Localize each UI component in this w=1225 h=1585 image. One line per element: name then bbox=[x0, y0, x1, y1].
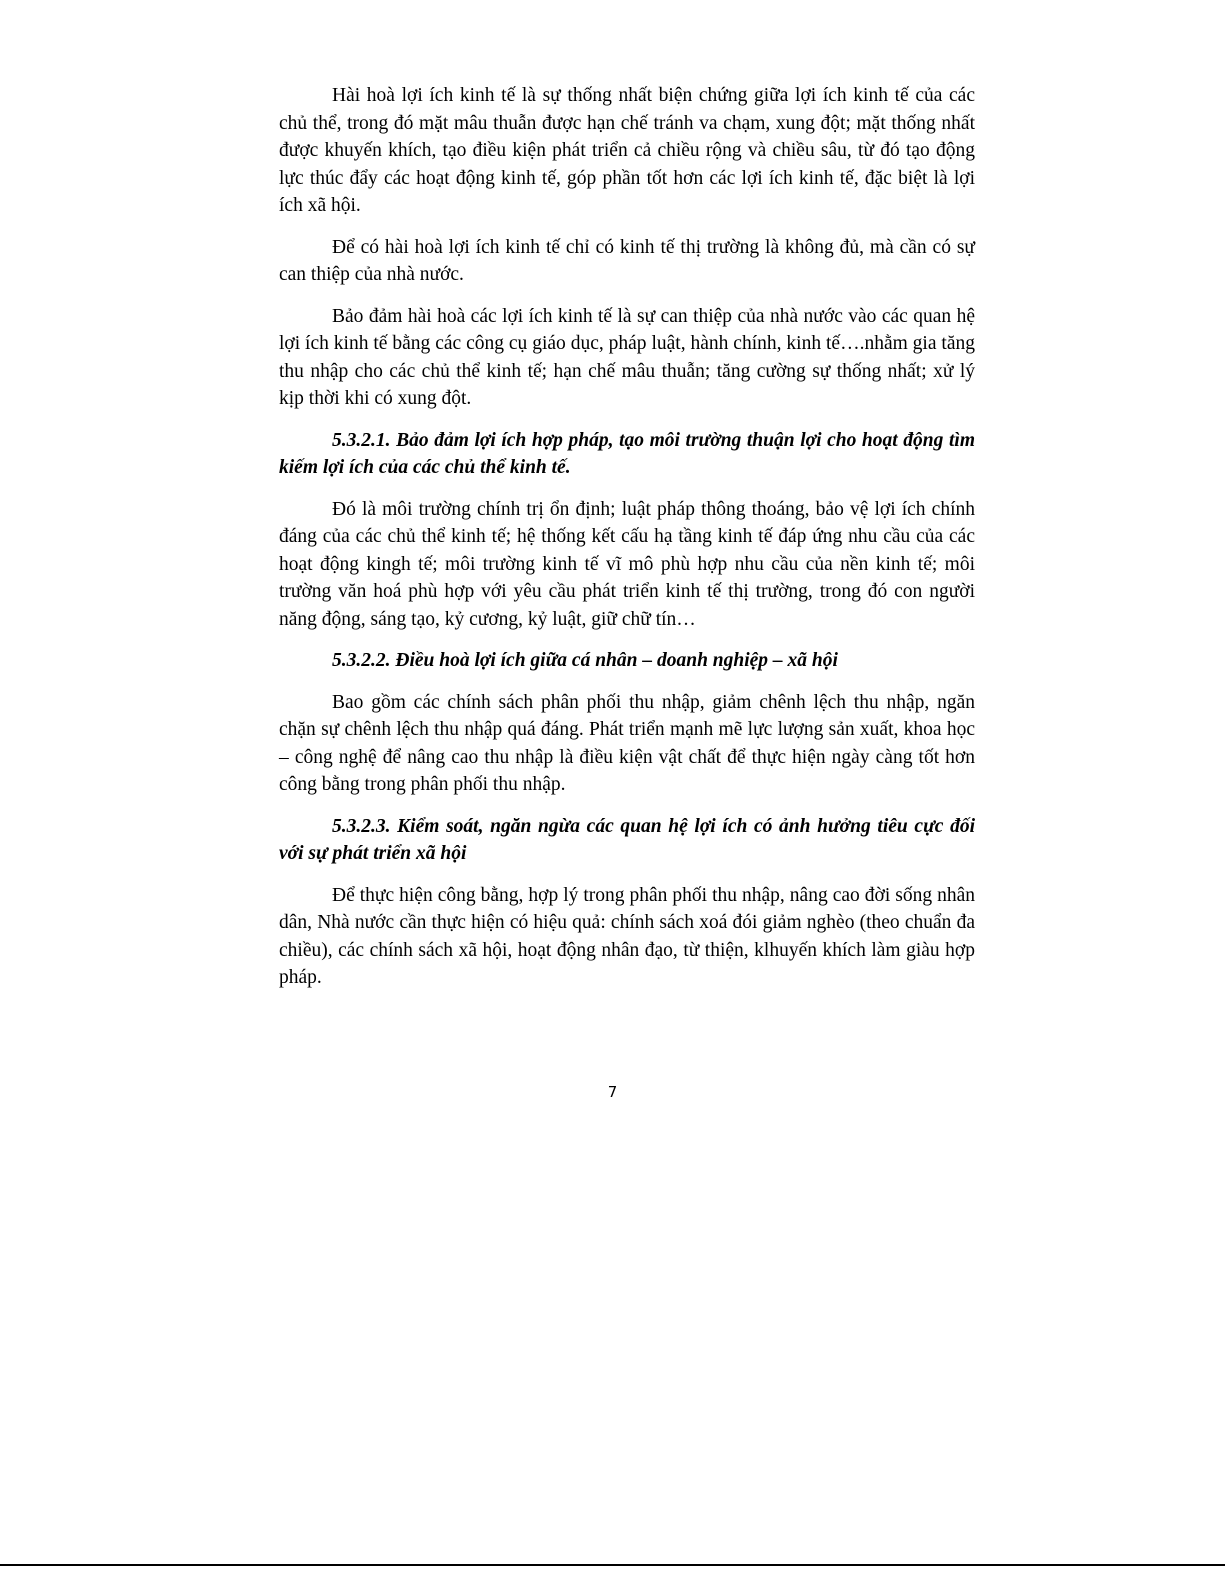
page-body bbox=[279, 82, 975, 1006]
paragraph-income-policy: Bao gồm các chính sách phân phối thu nhập, giảm chênh lệch thu nhập, ngăn chặn sự chênh lệch thu nhập quá đáng. Phát triển mạnh mẽ lực lượng sản xuất, khoa học – công nghệ để nâng cao thu nhập là điều kiện vật chất để thực hiện ngày càng tốt hơn công bằng trong phân phối thu nhập. bbox=[279, 691, 975, 795]
paragraph-state-intervention: Để có hài hoà lợi ích kinh tế chỉ có kinh tế thị trường là không đủ, mà cần có sự can thiệp của nhà nước. bbox=[279, 236, 975, 285]
page-bottom-divider bbox=[0, 1564, 1225, 1566]
paragraph-ensuring-harmony: Bảo đảm hài hoà các lợi ích kinh tế là sự can thiệp của nhà nước vào các quan hệ lợi ích kinh tế bằng các công cụ giáo dục, pháp luật, hành chính, kinh tế….nhằm gia tăng thu nhập cho các chủ thể kinh tế; hạn chế mâu thuẫn; tăng cường sự thống nhất; xử lý kịp thời khi có xung đột. bbox=[279, 305, 975, 409]
paragraph-harmony-definition: Hài hoà lợi ích kinh tế là sự thống nhất biện chứng giữa lợi ích kinh tế của các chủ thể, trong đó mặt mâu thuẫn được hạn chế tránh va chạm, xung đột; mặt thống nhất được khuyến khích, tạo điều kiện phát triển cả chiều rộng và chiều sâu, từ đó tạo động lực thúc đẩy các hoạt động kinh tế, góp phần tốt hơn các lợi ích kinh tế, đặc biệt là lợi ích xã hội. bbox=[279, 85, 975, 216]
paragraph-fairness: Để thực hiện công bằng, hợp lý trong phân phối thu nhập, nâng cao đời sống nhân dân, Nhà nước cần thực hiện có hiệu quả: chính sách xoá đói giảm nghèo (theo chuẩn đa chiều), các chính sách xã hội, hoạt động nhân đạo, từ thiện, klhuyến khích làm giàu hợp pháp. bbox=[279, 884, 975, 988]
page-number: 7 bbox=[607, 1083, 618, 1101]
section-heading-5-3-2-2: 5.3.2.2. Điều hoà lợi ích giữa cá nhân – doanh nghiệp – xã hội bbox=[332, 650, 838, 671]
section-heading-5-3-2-3: 5.3.2.3. Kiểm soát, ngăn ngừa các quan hệ lợi ích có ảnh hưởng tiêu cực đối với sự phát triển xã hội bbox=[279, 815, 975, 864]
section-heading-5-3-2-1: 5.3.2.1. Bảo đảm lợi ích hợp pháp, tạo môi trường thuận lợi cho hoạt động tìm kiếm lợi ích của các chủ thể kinh tế. bbox=[279, 429, 975, 478]
paragraph-environment: Đó là môi trường chính trị ổn định; luật pháp thông thoáng, bảo vệ lợi ích chính đáng của các chủ thể kinh tế; hệ thống kết cấu hạ tầng kinh tế đáp ứng nhu cầu của các hoạt động kingh tế; môi trường kinh tế vĩ mô phù hợp nhu cầu của nền kinh tế; môi trường văn hoá phù hợp với yêu cầu phát triển kinh tế thị trường, trong đó con người năng động, sáng tạo, kỷ cương, kỷ luật, giữ chữ tín… bbox=[279, 498, 975, 630]
